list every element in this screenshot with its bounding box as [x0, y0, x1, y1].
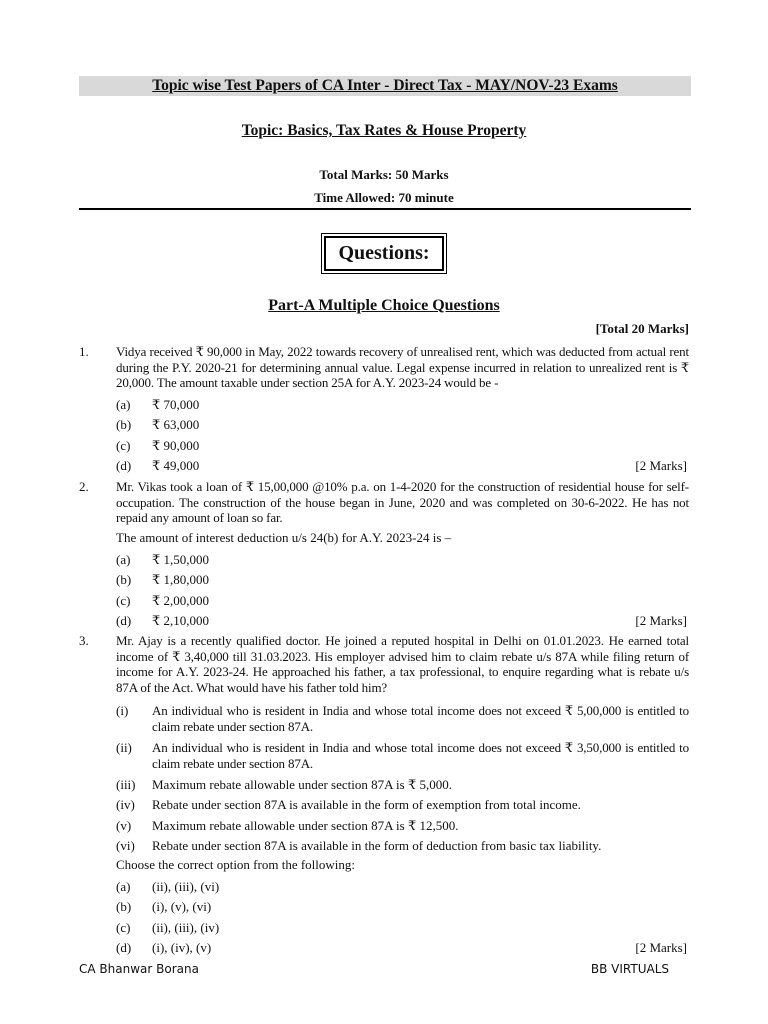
question-marks: [2 Marks]	[635, 458, 687, 473]
option-label: (d)	[116, 940, 132, 955]
statement-text: Maximum rebate allowable under section 87A is ₹ 12,500.	[152, 818, 459, 833]
statement-text: An individual who is resident in India and whose total income does not exceed ₹ 3,50,000 is entitled to claim rebate under section 87A.	[152, 740, 689, 771]
part-a-total-marks: [Total 20 Marks]	[595, 321, 689, 336]
option-text: ₹ 2,00,000	[152, 593, 210, 608]
option-text: ₹ 49,000	[152, 458, 200, 473]
time-allowed: Time Allowed: 70 minute	[314, 190, 454, 205]
option-label: (a)	[116, 397, 131, 412]
option-label: (c)	[116, 438, 131, 453]
option-label: (a)	[116, 552, 131, 567]
option-text: (i), (iv), (v)	[152, 940, 212, 955]
option-label: (b)	[116, 572, 132, 587]
option-label: (b)	[116, 417, 132, 432]
option-text: (ii), (iii), (iv)	[152, 920, 220, 935]
option-text: ₹ 2,10,000	[152, 613, 210, 628]
option-text: ₹ 70,000	[152, 397, 200, 412]
question-marks: [2 Marks]	[635, 613, 687, 628]
total-marks: Total Marks: 50 Marks	[319, 167, 449, 182]
question-subtext: The amount of interest deduction u/s 24(b) for A.Y. 2023-24 is –	[116, 530, 452, 545]
footer-brand: BB VIRTUALS	[590, 962, 669, 976]
question-number: 1.	[79, 344, 89, 359]
option-label: (c)	[116, 920, 131, 935]
statement-label: (vi)	[116, 838, 135, 853]
option-text: ₹ 90,000	[152, 438, 200, 453]
question-number: 2.	[79, 479, 89, 494]
footer-author: CA Bhanwar Borana	[79, 962, 199, 976]
header-divider	[79, 208, 691, 210]
option-label: (d)	[116, 613, 132, 628]
paper-banner-title: Topic wise Test Papers of CA Inter - Direct Tax - MAY/NOV-23 Exams	[79, 76, 691, 96]
option-text: ₹ 63,000	[152, 417, 200, 432]
option-text: (i), (v), (vi)	[152, 899, 212, 914]
statement-text: Rebate under section 87A is available in the form of exemption from total income.	[152, 797, 581, 812]
question-text: Mr. Vikas took a loan of ₹ 15,00,000 @10% p.a. on 1-4-2020 for the construction of residential house for self-occupation. The construction of the house began in June, 2020 and was completed on 30-6-2022. He has not repaid any amount of loan so far.	[116, 479, 689, 525]
part-a-title: Part-A Multiple Choice Questions	[268, 297, 500, 314]
statement-label: (ii)	[116, 740, 132, 755]
statement-text: An individual who is resident in India and whose total income does not exceed ₹ 5,00,000 is entitled to claim rebate under section 87A.	[152, 703, 689, 734]
option-label: (b)	[116, 899, 132, 914]
option-text: ₹ 1,50,000	[152, 552, 210, 567]
choose-instruction: Choose the correct option from the following:	[116, 857, 356, 872]
statement-label: (v)	[116, 818, 132, 833]
statement-label: (iii)	[116, 777, 136, 792]
option-label: (c)	[116, 593, 131, 608]
question-text: Mr. Ajay is a recently qualified doctor. He joined a reputed hospital in Delhi on 01.01.2023. He earned total income of ₹ 3,40,000 till 31.03.2023. His employer advised him to claim rebate u/s 87A while filing return of income for A.Y. 2023-24. He approached his father, a tax professional, to enquire regarding what is rebate u/s 87A of the Act. What would have his father told him?	[116, 633, 689, 695]
topic-heading: Topic: Basics, Tax Rates & House Property	[241, 122, 527, 139]
option-label: (d)	[116, 458, 132, 473]
option-label: (a)	[116, 879, 131, 894]
question-number: 3.	[79, 633, 89, 648]
statement-text: Rebate under section 87A is available in the form of deduction from basic tax liability.	[152, 838, 602, 853]
statement-label: (i)	[116, 703, 129, 718]
statement-label: (iv)	[116, 797, 135, 812]
option-text: ₹ 1,80,000	[152, 572, 210, 587]
question-text: Vidya received ₹ 90,000 in May, 2022 towards recovery of unrealised rent, which was deducted from actual rent during the P.Y. 2020-21 for determining annual value. Legal expense incurred in relation to unrealized rent is ₹ 20,000. The amount taxable under section 25A for A.Y. 2023-24 would be -	[116, 344, 689, 390]
question-marks: [2 Marks]	[635, 940, 687, 955]
questions-heading: Questions:	[324, 236, 444, 271]
option-text: (ii), (iii), (vi)	[152, 879, 220, 894]
statement-text: Maximum rebate allowable under section 87A is ₹ 5,000.	[152, 777, 452, 792]
